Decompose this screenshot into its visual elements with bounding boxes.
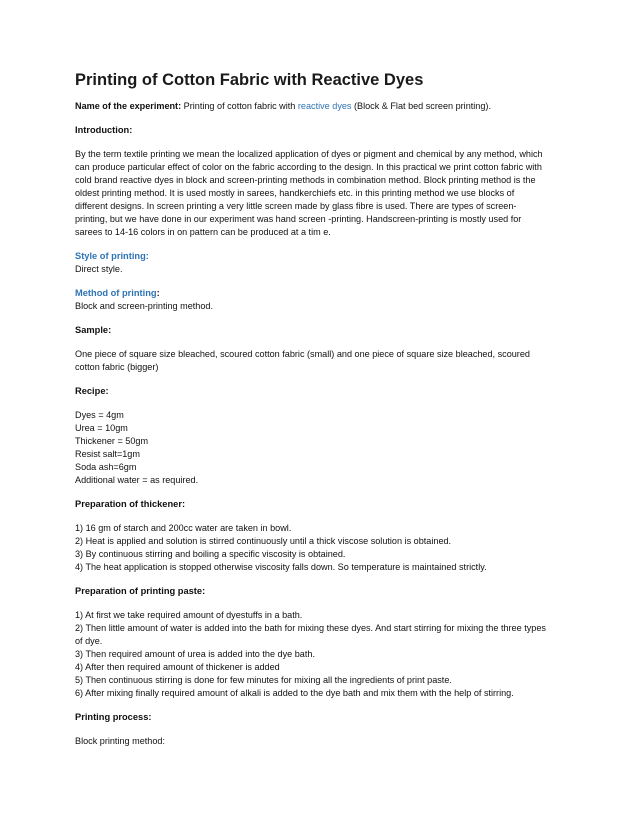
document-title: Printing of Cotton Fabric with Reactive Dyes	[75, 71, 424, 89]
thickener-step: 3) By continuous stirring and boiling a specific viscosity is obtained.	[75, 549, 346, 559]
sample-line: One piece of square size bleached, scoured cotton fabric (small) and one piece of square size bleached, scoured	[75, 349, 530, 359]
paste-step: 2) Then little amount of water is added into the bath for mixing these dyes. And start stirring for mixing the three types	[75, 623, 546, 633]
sample-heading: Sample:	[75, 325, 112, 335]
paste-steps	[75, 609, 565, 700]
paste-step: 4) After then required amount of thickener is added	[75, 662, 280, 672]
intro-line: sarees to 14-16 colors in on pattern can be produced at a tim e.	[75, 227, 331, 237]
experiment-label: Name of the experiment:	[75, 101, 182, 111]
recipe-item: Resist salt=1gm	[75, 449, 140, 459]
intro-line: different designs. In screen printing a very little screen made by glass fibre is used. There are types of screen-	[75, 201, 517, 211]
intro-line: oldest printing method. It is used mostly in sarees, handkerchiefs etc. in this printing method we use blocks of	[75, 188, 515, 198]
method-value: Block and screen-printing method.	[75, 301, 213, 311]
recipe-list	[75, 409, 565, 487]
intro-line: cold brand reactive dyes in block and screen-printing methods in combination method. Block printing method is the	[75, 175, 536, 185]
process-value: Block printing method:	[75, 736, 165, 746]
paste-step: 3) Then required amount of urea is added into the dye bath.	[75, 649, 315, 659]
experiment-text-before: Printing of cotton fabric with	[181, 101, 298, 111]
recipe-item: Dyes = 4gm	[75, 410, 124, 420]
paste-step: of dye.	[75, 636, 103, 646]
thickener-heading: Preparation of thickener:	[75, 499, 186, 509]
sample-line: cotton fabric (bigger)	[75, 362, 159, 372]
introduction-paragraph	[75, 148, 565, 239]
recipe-item: Soda ash=6gm	[75, 462, 137, 472]
introduction-heading: Introduction:	[75, 125, 133, 135]
style-value: Direct style.	[75, 264, 123, 274]
intro-line: By the term textile printing we mean the localized application of dyes or pigment and chemical by any method, which	[75, 149, 543, 159]
paste-step: 6) After mixing finally required amount of alkali is added to the dye bath and mix them with the help of stirring.	[75, 688, 514, 698]
thickener-steps	[75, 522, 565, 574]
paste-heading: Preparation of printing paste:	[75, 586, 206, 596]
experiment-line	[75, 100, 565, 113]
recipe-item: Additional water = as required.	[75, 475, 199, 485]
paste-step: 5) Then continuous stirring is done for few minutes for mixing all the ingredients of print paste.	[75, 675, 452, 685]
process-heading: Printing process:	[75, 712, 152, 722]
document-page	[75, 70, 565, 748]
method-heading-line	[75, 287, 565, 300]
recipe-item: Urea = 10gm	[75, 423, 128, 433]
method-heading: Method of printing	[75, 288, 157, 298]
style-heading: Style of printing:	[75, 251, 149, 261]
recipe-item: Thickener = 50gm	[75, 436, 149, 446]
method-colon: :	[156, 288, 160, 298]
paste-step: 1) At first we take required amount of dyestuffs in a bath.	[75, 610, 303, 620]
experiment-text-after: (Block & Flat bed screen printing).	[351, 101, 491, 111]
recipe-heading: Recipe:	[75, 386, 109, 396]
thickener-step: 1) 16 gm of starch and 200cc water are taken in bowl.	[75, 523, 292, 533]
intro-line: can produce particular effect of color on the fabric according to the design. In this practical we print cotton fabric with	[75, 162, 542, 172]
thickener-step: 2) Heat is applied and solution is stirred continuously until a thick viscose solution is obtained.	[75, 536, 452, 546]
thickener-step: 4) The heat application is stopped otherwise viscosity falls down. So temperature is maintained strictly.	[75, 562, 487, 572]
intro-line: printing, but we have done in our experiment was hand screen -printing. Handscreen-printing is mostly used for	[75, 214, 522, 224]
reactive-dyes-link[interactable]: reactive dyes	[297, 101, 352, 111]
